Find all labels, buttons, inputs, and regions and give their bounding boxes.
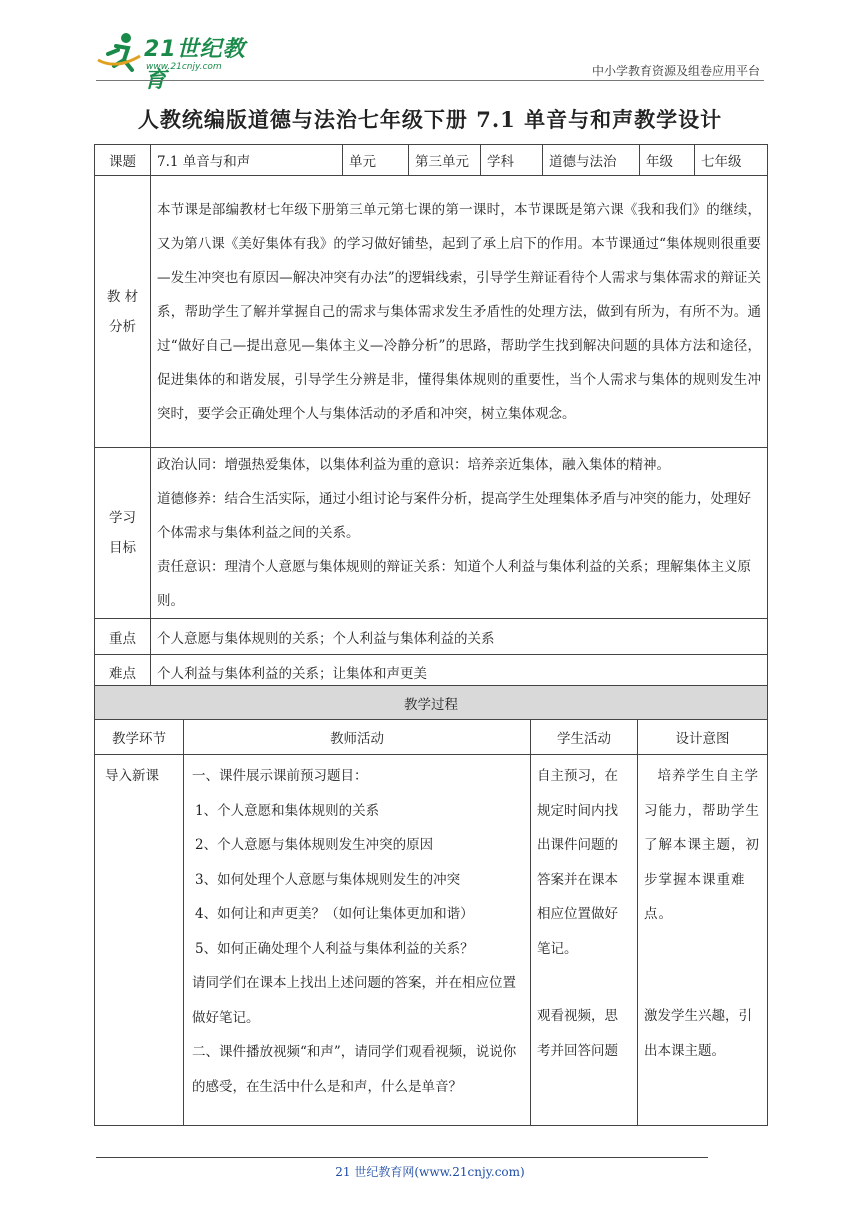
page-header — [0, 0, 860, 93]
stage-name: 导入新课 — [105, 768, 159, 784]
col-teacher-header: 教师活动 — [184, 720, 531, 755]
analysis-label-line2: 分析 — [109, 318, 136, 335]
teacher-line: 二、课件播放视频“和声”，请同学们观看视频，说说你的感受，在生活中什么是和声，什么是单音？ — [192, 1044, 517, 1095]
objective-responsibility: 责任意识：理清个人意愿与集体规则的辩证关系：知道个人利益与集体利益的关系；理解集体主义原则。 — [157, 559, 751, 609]
platform-name: 中小学教育资源及组卷应用平台 — [591, 64, 760, 78]
col-student-header: 学生活动 — [531, 720, 638, 755]
teacher-line: 2、个人意愿与集体规则发生冲突的原因 — [195, 837, 434, 853]
teacher-line: 4、如何让和声更美？（如何让集体更加和谐） — [195, 906, 474, 922]
objectives-label — [95, 448, 151, 619]
teacher-line: 5、如何正确处理个人利益与集体利益的关系？ — [195, 940, 474, 957]
objectives-label-line2: 目标 — [109, 540, 136, 556]
footer-link[interactable]: 21 世纪教育网(www.21cnjy.com) — [335, 1165, 525, 1179]
lesson-info-table — [94, 144, 768, 689]
student-activity-1: 自主预习，在规定时间内找出课件问题的答案并在课本相应位置做好笔记。 — [537, 768, 618, 957]
difficulty-label: 难点 — [95, 655, 151, 689]
analysis-label — [95, 176, 151, 448]
grade-label: 年级 — [640, 145, 695, 176]
subject-label: 学科 — [481, 145, 543, 176]
info-row — [95, 145, 768, 176]
footer-divider — [96, 1157, 708, 1158]
grade-value: 七年级 — [695, 145, 768, 176]
key-point-label: 重点 — [95, 619, 151, 655]
objective-political: 政治认同：增强热爱集体，以集体利益为重的意识：培养亲近集体，融入集体的精神。 — [157, 457, 670, 473]
teacher-line: 请同学们在课本上找出上述问题的答案，并在相应位置做好笔记。 — [192, 975, 516, 1026]
process-row-intro — [95, 755, 768, 1126]
teacher-line: 3、如何处理个人意愿与集体规则发生的冲突 — [195, 871, 461, 888]
unit-label: 单元 — [343, 145, 409, 176]
difficulty-row — [95, 655, 768, 689]
student-activity-2: 观看视频，思考并回答问题 — [537, 1008, 618, 1059]
analysis-row — [95, 176, 768, 448]
key-point-text: 个人意愿与集体规则的关系；个人利益与集体利益的关系 — [151, 619, 768, 655]
logo-text: 21世纪教育 — [144, 37, 246, 93]
analysis-text: 本节课是部编教材七年级下册第三单元第七课的第一课时，本节课既是第六课《我和我们》的继续，又为第八课《美好集体有我》的学习做好铺垫，起到了承上启下的作用。本节课通过“集体规则很重要—发生冲突也有原因—解决冲突有办法”的逻辑线索，引导学生辩证看待个人需求与集体需求的辩证关系，帮助学生了解并掌握自己的需求与集体需求发生矛盾性的处理方法，做到有所为，有所不为。通过“做好自己—提出意见—集体主义—冷静分析”的思路，帮助学生找到解决问题的具体方法和途径，促进集体的和谐发展，引导学生分辨是非，懂得集体规则的重要性，当个人需求与集体的规则发生冲突时，要学会正确处理个人与集体活动的矛盾和冲突，树立集体观念。 — [151, 176, 768, 448]
intent-2: 激发学生兴趣，引出本课主题。 — [644, 1008, 752, 1059]
process-title-row — [95, 686, 768, 720]
teacher-line: 1、个人意愿和集体规则的关系 — [195, 802, 380, 819]
intent-1: 培养学生自主学习能力，帮助学生了解本课主题，初步掌握本课重难点。 — [644, 768, 760, 922]
difficulty-text: 个人利益与集体利益的关系；让集体和声更美 — [151, 655, 768, 689]
objective-moral: 道德修养：结合生活实际，通过小组讨论与案件分析，提高学生处理集体矛盾与冲突的能力，处理好个体需求与集体利益之间的关系。 — [157, 491, 751, 541]
col-intent-header: 设计意图 — [638, 720, 768, 755]
key-point-row — [95, 619, 768, 655]
objectives-list — [151, 448, 768, 619]
teacher-activity-cell — [184, 755, 531, 1126]
objectives-row — [95, 448, 768, 619]
topic-value: 7.1 单音与和声 — [151, 145, 343, 176]
intent-cell — [638, 755, 768, 1126]
subject-value: 道德与法治 — [543, 145, 640, 176]
stage-cell — [95, 755, 184, 1126]
analysis-label-line1: 教 材 — [106, 288, 139, 305]
student-activity-cell — [531, 755, 638, 1126]
teaching-process-table — [94, 685, 768, 1126]
runner-logo-icon — [96, 30, 142, 76]
logo-url: www.21cnjy.com — [146, 62, 222, 72]
header-divider — [96, 80, 764, 81]
process-header-row — [95, 720, 768, 755]
col-stage-header: 教学环节 — [95, 720, 184, 755]
teacher-line: 一、课件展示课前预习题目： — [192, 768, 368, 784]
document-title: 人教统编版道德与法治七年级下册 7.1 单音与和声教学设计 — [137, 107, 723, 132]
objectives-label-line1: 学习 — [109, 510, 136, 526]
process-title: 教学过程 — [95, 686, 768, 720]
topic-label: 课题 — [95, 145, 151, 176]
unit-value: 第三单元 — [409, 145, 481, 176]
site-logo[interactable] — [96, 30, 266, 93]
